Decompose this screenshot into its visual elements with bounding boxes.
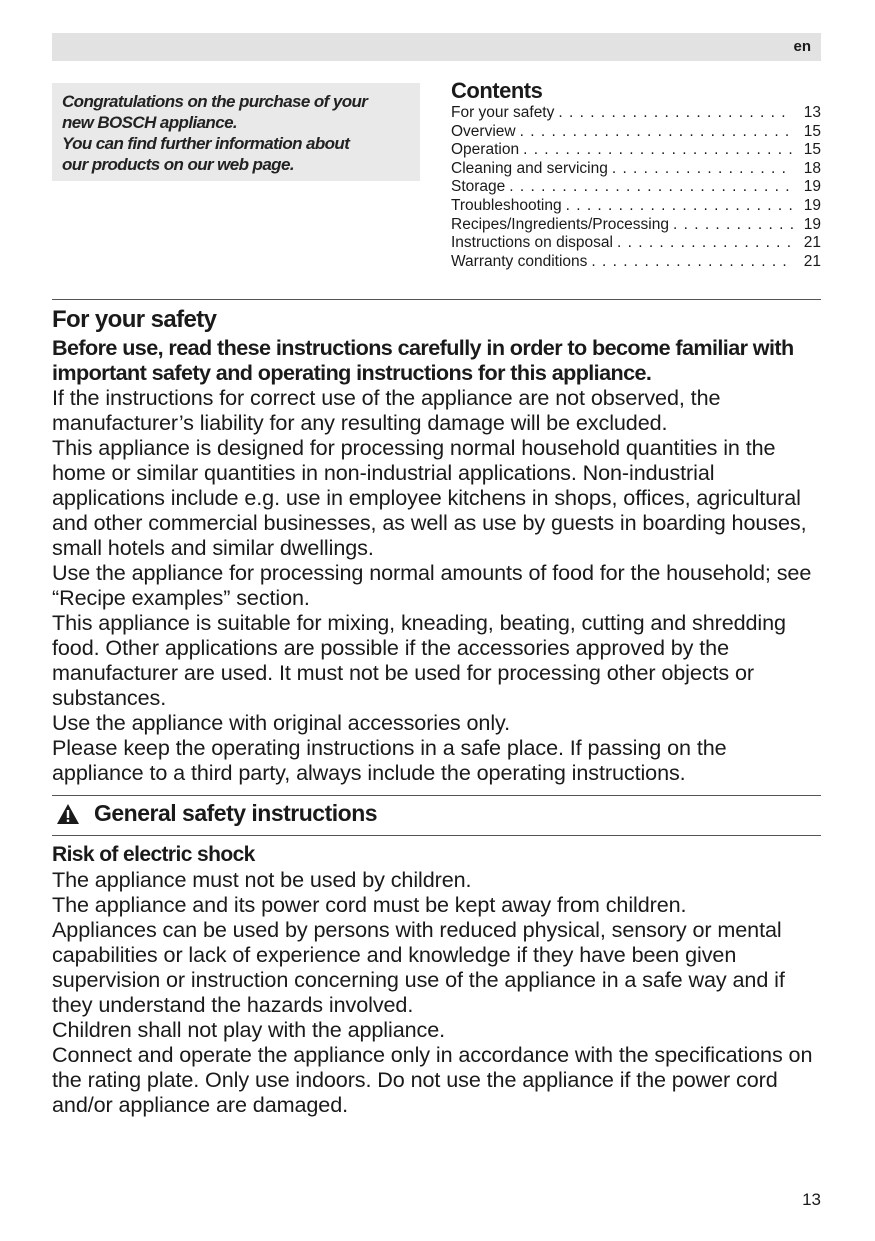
toc-page: 13: [803, 104, 821, 121]
contents-title: Contents: [451, 78, 543, 103]
general-paragraph: The appliance must not be used by children.: [52, 867, 472, 892]
section-divider: [52, 835, 821, 836]
toc-entry[interactable]: [451, 253, 821, 272]
general-paragraph: Appliances can be used by persons with reduced physical, sensory or mental capabilities or lack of experience and knowledge if they have been given supervision or instruction concerning use of the appliance in a safe way and if they understand the hazards involved.: [52, 917, 785, 1017]
toc-entry[interactable]: [451, 234, 821, 253]
toc-page: 18: [803, 159, 821, 177]
toc-page: 19: [803, 196, 821, 214]
toc-entry[interactable]: [451, 178, 821, 197]
risk-subtitle: Risk of electric shock: [52, 843, 255, 866]
section-divider: [52, 795, 821, 796]
safety-body: [52, 335, 822, 785]
toc-page: 19: [803, 178, 821, 196]
safety-paragraph: If the instructions for correct use of the appliance are not observed, the manufacturer’s liability for any resulting damage will be excluded.: [52, 385, 721, 435]
toc-label: Overview: [451, 122, 516, 140]
section-divider: [52, 299, 821, 300]
general-paragraph: Connect and operate the appliance only in accordance with the specifications on the rating plate. Only use indoors. Do not use the appliance if the power cord and/or appliance are damaged.: [52, 1042, 813, 1117]
safety-paragraph: Please keep the operating instructions in a safe place. If passing on the appliance to a third party, always include the operating instructions.: [52, 735, 727, 785]
toc-label: Cleaning and servicing: [451, 159, 608, 177]
general-paragraph: Children shall not play with the appliance.: [52, 1017, 446, 1042]
language-code: en: [793, 38, 811, 55]
warning-triangle-icon: [56, 803, 80, 825]
promo-line: Congratulations on the purchase of your: [62, 92, 368, 111]
safety-paragraph: This appliance is designed for processing normal household quantities in the home or similar quantities in non-industrial applications. Non-industrial applications include e.g. use in employee kitchens in shops, offices, agricultural and other commercial businesses, as well as use by guests in boarding houses, small hotels and similar dwellings.: [52, 435, 807, 560]
general-safety-title: General safety instructions: [94, 800, 378, 826]
toc-label: Operation: [451, 141, 520, 159]
toc-label: Storage: [451, 178, 506, 196]
general-safety-heading: [52, 800, 377, 827]
toc-page: 21: [803, 234, 821, 252]
promo-box: [52, 83, 420, 181]
toc-page: 19: [803, 215, 821, 233]
promo-line: our products on our web page.: [62, 155, 294, 174]
toc-entry[interactable]: [451, 160, 821, 179]
language-bar: [52, 33, 821, 61]
safety-section-title: For your safety: [52, 306, 217, 333]
page-number: 13: [802, 1190, 821, 1209]
toc-entry[interactable]: [451, 104, 821, 123]
safety-paragraph: Use the appliance with original accessories only.: [52, 710, 511, 735]
toc-label: Recipes/Ingredients/Processing: [451, 215, 669, 233]
toc-entry[interactable]: [451, 141, 821, 160]
toc-label: Warranty conditions: [451, 252, 588, 270]
general-paragraph: The appliance and its power cord must be kept away from children.: [52, 892, 687, 917]
toc-label: Troubleshooting: [451, 196, 562, 214]
toc-label: Instructions on disposal: [451, 234, 613, 252]
promo-line: You can find further information about: [62, 134, 350, 153]
toc-entry[interactable]: [451, 216, 821, 235]
toc-label: For your safety: [451, 104, 555, 121]
general-safety-body: [52, 842, 822, 1117]
toc-page: 15: [803, 141, 821, 159]
promo-line: new BOSCH appliance.: [62, 113, 238, 132]
toc-entry[interactable]: [451, 197, 821, 216]
toc-page: 15: [803, 122, 821, 140]
safety-lead: Before use, read these instructions carefully in order to become familiar with important safety and operating instructions for this appliance.: [52, 335, 794, 385]
toc-page: 21: [803, 252, 821, 270]
table-of-contents: [451, 78, 821, 271]
toc-entry[interactable]: [451, 123, 821, 142]
toc-list: [451, 104, 821, 271]
safety-paragraph: This appliance is suitable for mixing, kneading, beating, cutting and shredding food. Other applications are possible if the accessories approved by the manufacturer are used. It must not be used for processing other objects or substances.: [52, 610, 786, 710]
safety-paragraph: Use the appliance for processing normal amounts of food for the household; see “Recipe examples” section.: [52, 560, 812, 610]
